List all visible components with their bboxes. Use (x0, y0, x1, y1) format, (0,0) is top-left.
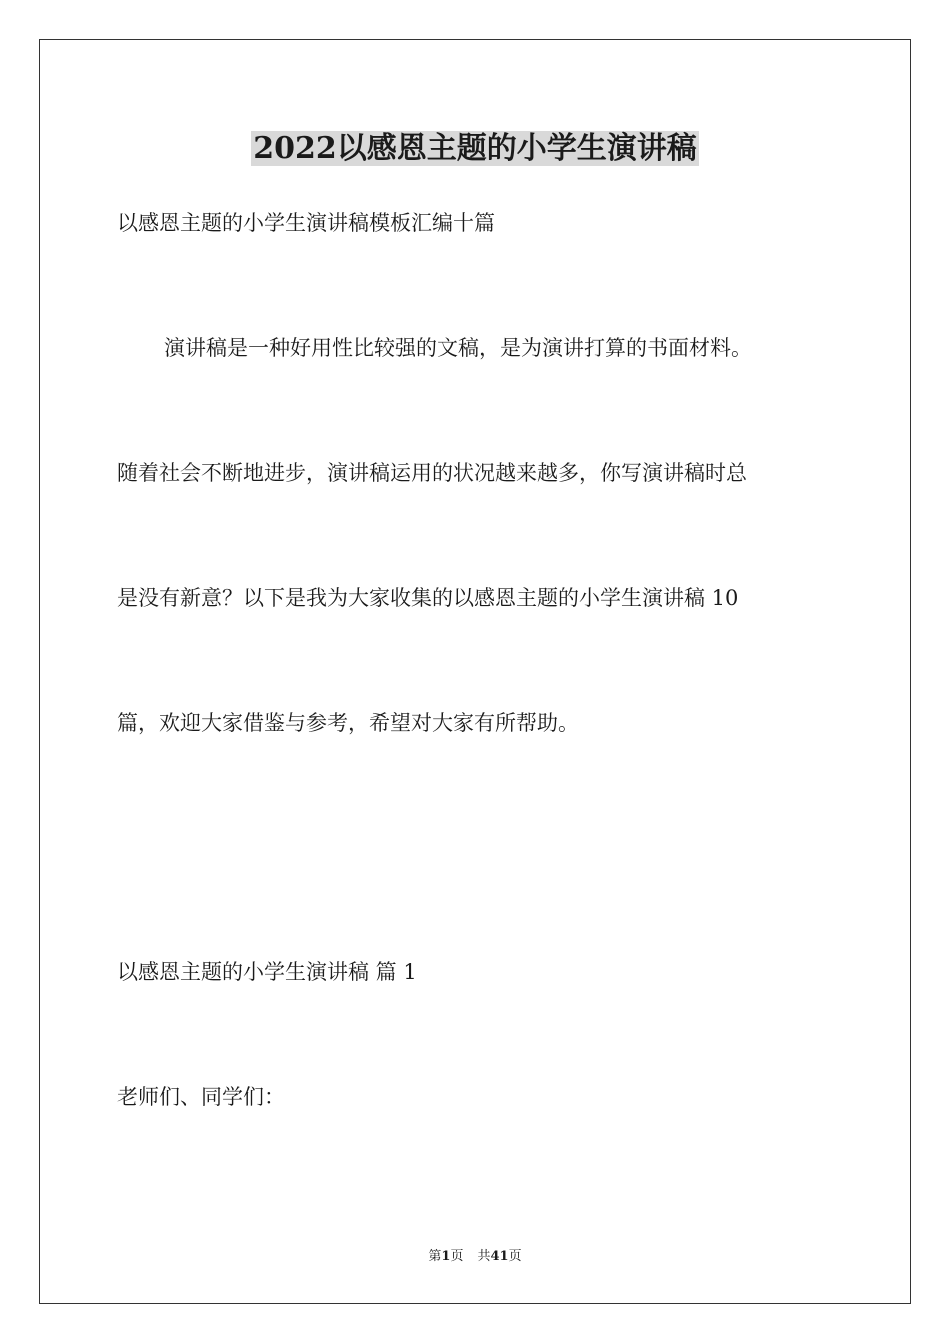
intro-line-4: 篇，欢迎大家借鉴与参考，希望对大家有所帮助。 (117, 711, 579, 735)
document-title-text: 2022以感恩主题的小学生演讲稿 (253, 131, 697, 166)
footer-page-number: 1 (441, 1249, 451, 1264)
intro-line-3: 是没有新意？以下是我为大家收集的以感恩主题的小学生演讲稿 10 (117, 586, 739, 610)
intro-line-2: 随着社会不断地进步，演讲稿运用的状况越来越多，你写演讲稿时总 (117, 461, 747, 485)
section-heading: 以感恩主题的小学生演讲稿 篇 1 (117, 960, 417, 984)
salutation: 老师们、同学们： (117, 1085, 285, 1109)
footer-page-prefix: 第 (428, 1249, 442, 1264)
page-footer (0, 1248, 950, 1266)
footer-total-prefix: 共 (477, 1249, 491, 1264)
intro-line-1: 演讲稿是一种好用性比较强的文稿，是为演讲打算的书面材料。 (164, 336, 752, 360)
footer-total-suffix: 页 (508, 1249, 522, 1264)
document-title (0, 127, 950, 171)
document-subtitle: 以感恩主题的小学生演讲稿模板汇编十篇 (117, 211, 495, 235)
footer-page-suffix: 页 (450, 1249, 464, 1264)
footer-total-pages: 41 (490, 1249, 509, 1264)
